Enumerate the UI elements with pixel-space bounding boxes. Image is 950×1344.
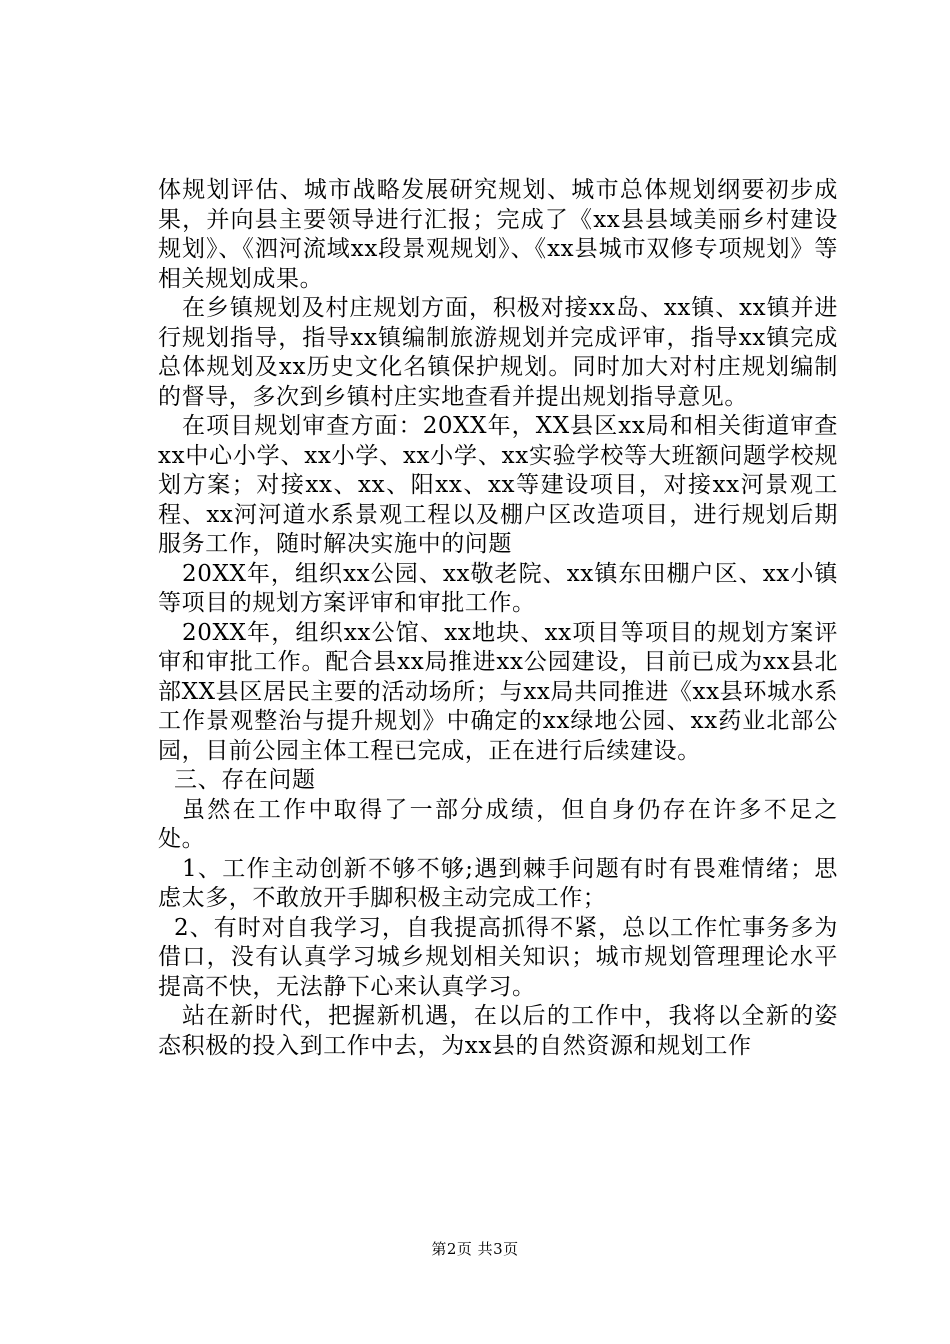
- paragraph-problem-1: 1、工作主动创新不够不够;遇到棘手问题有时有畏难情绪；思虑太多，不敢放开手脚积极主动完成工作；: [158, 855, 838, 911]
- paragraph-project-review: 在项目规划审查方面：20XX年，XX县区xx局和相关街道审查xx中心小学、xx小学、xx小学、xx实验学校等大班额问题学校规划方案；对接xx、xx、阳xx、xx等建设项目，对接xx河景观工程、xx河河道水系景观工程以及棚户区改造项目，进行规划后期服务工作，随时解决实施中的问题: [158, 413, 838, 557]
- paragraph-problem-2: 2、有时对自我学习，自我提高抓得不紧，总以工作忙事务多为借口，没有认真学习城乡规划相关知识；城市规划管理理论水平提高不快，无法静下心来认真学习。: [158, 914, 838, 1000]
- paragraph-planning-results: 体规划评估、城市战略发展研究规划、城市总体规划纲要初步成果，并向县主要领导进行汇报；完成了《xx县县域美丽乡村建设规划》、《泗河流域xx段景观规划》、《xx县城市双修专项规划》等相关规划成果。: [158, 177, 838, 292]
- paragraph-year-review-1: 20XX年，组织xx公园、xx敬老院、xx镇东田棚户区、xx小镇等项目的规划方案评审和审批工作。: [158, 560, 838, 616]
- paragraph-outlook: 站在新时代，把握新机遇，在以后的工作中，我将以全新的姿态积极的投入到工作中去，为xx县的自然资源和规划工作: [158, 1003, 838, 1059]
- paragraph-year-review-2: 20XX年，组织xx公馆、xx地块、xx项目等项目的规划方案评审和审批工作。配合县xx局推进xx公园建设，目前已成为xx县北部XX县区居民主要的活动场所；与xx局共同推进《xx县环城水系工作景观整治与提升规划》中确定的xx绿地公园、xx药业北部公园，目前公园主体工程已完成，正在进行后续建设。: [158, 619, 838, 764]
- paragraph-township-planning: 在乡镇规划及村庄规划方面，积极对接xx岛、xx镇、xx镇并进行规划指导，指导xx镇编制旅游规划并完成评审，指导xx镇完成总体规划及xx历史文化名镇保护规划。同时加大对村庄规划编制的督导，多次到乡镇村庄实地查看并提出规划指导意见。: [158, 295, 838, 410]
- page-number-footer: 第2页 共3页: [431, 1240, 519, 1258]
- document-body: [158, 176, 838, 1061]
- section-heading-problems: 三、存在问题: [174, 767, 316, 793]
- paragraph-problems-intro: 虽然在工作中取得了一部分成绩，但自身仍存在许多不足之处。: [158, 796, 838, 852]
